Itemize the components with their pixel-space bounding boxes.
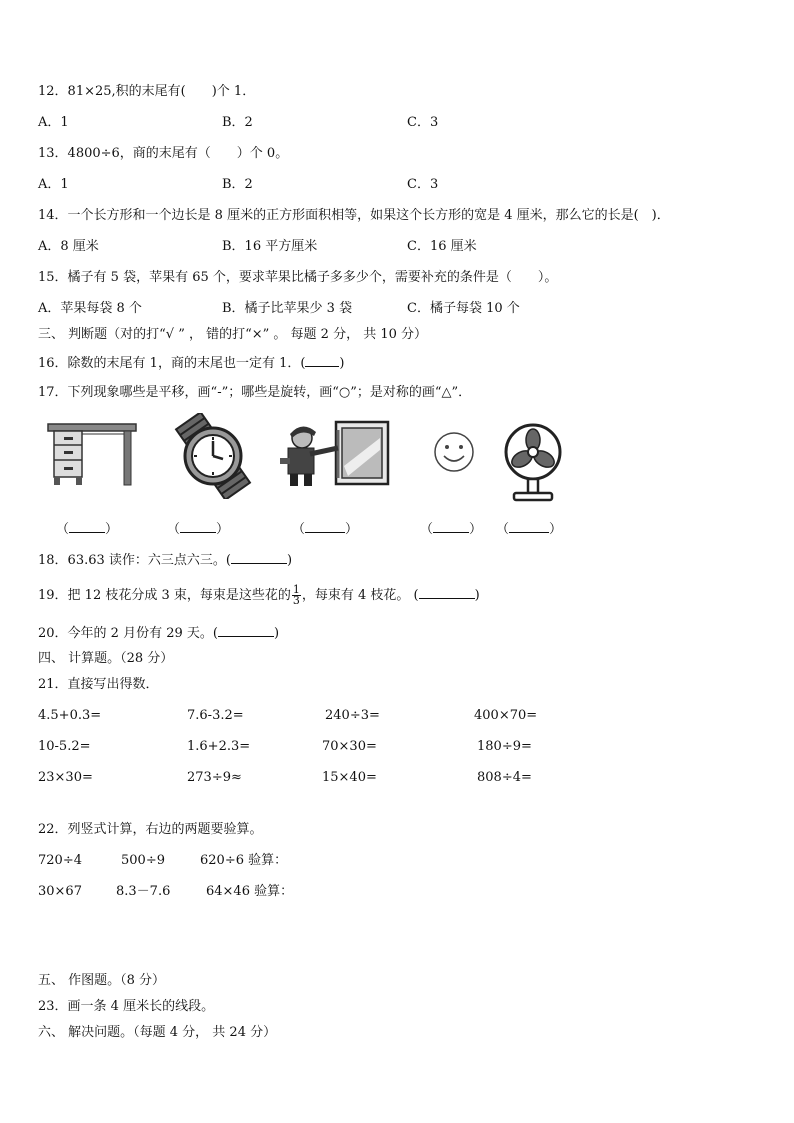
q21-item: 4.5+0.3= — [38, 708, 102, 723]
q21-item: 1.6+2.3= — [187, 739, 251, 754]
q20-close: ) — [273, 626, 280, 641]
q18-answer-blank[interactable] — [231, 551, 287, 564]
q18-text: 18．63.63 读作：六三点六三。( — [38, 553, 231, 568]
q21-item: 808÷4= — [477, 770, 532, 785]
q21-item: 10-5.2= — [38, 739, 91, 754]
q15-option-a[interactable]: A．苹果每袋 8 个 — [38, 301, 142, 316]
q21-item: 7.6-3.2= — [187, 708, 244, 723]
q17-answer-4-blank[interactable] — [433, 520, 469, 533]
q17-answer-1-close: ） — [105, 522, 119, 537]
q20-text: 20．今年的 2 月份有 29 天。( — [38, 626, 218, 641]
q17-answer-1 — [56, 520, 118, 538]
section-4-heading: 四、 计算题。（28 分） — [38, 651, 174, 666]
q21-title: 21．直接写出得数． — [38, 677, 159, 692]
q20-answer-blank[interactable] — [218, 624, 274, 637]
q21-item: 273÷9≈ — [187, 770, 242, 785]
q17-answer-2-open: （ — [167, 522, 181, 537]
boy-pushing-window-icon — [280, 420, 390, 488]
q14-stem: 14．一个长方形和一个边长是 8 厘米的正方形面积相等，如果这个长方形的宽是 4 厘米，那么它的长是( )． — [38, 208, 670, 223]
q17-statement: 17．下列现象哪些是平移，画“-”；哪些是旋转，画“○”；是对称的画“△”． — [38, 385, 472, 400]
q17-answer-2-close: ） — [216, 522, 230, 537]
q21-item: 70×30= — [322, 739, 377, 754]
q22-title: 22．列竖式计算，右边的两题要验算。 — [38, 822, 263, 837]
q17-answer-3-blank[interactable] — [305, 520, 345, 533]
q14-option-c[interactable]: C．16 厘米 — [407, 239, 477, 254]
q13-option-a[interactable]: A．1 — [38, 177, 69, 192]
q17-answer-4-close: ） — [469, 522, 483, 537]
q14-option-a[interactable]: A．8 厘米 — [38, 239, 99, 254]
q12-stem: 12．81×25,积的末尾有( )个 1． — [38, 84, 256, 99]
electric-fan-icon — [500, 422, 566, 502]
q15-option-b[interactable]: B．橘子比苹果少 3 袋 — [222, 301, 353, 316]
q17-answer-1-blank[interactable] — [69, 520, 105, 533]
q19-close: ) — [474, 588, 480, 603]
q15-stem: 15．橘子有 5 袋，苹果有 65 个，要求苹果比橘子多多少个，需要补充的条件是（ ）。 — [38, 270, 558, 285]
section-3-heading: 三、 判断题（对的打“√ ” ， 错的打“×” 。 每题 2 分， 共 10 分） — [38, 327, 428, 342]
q16-close: ) — [339, 356, 345, 371]
q19-fraction-numerator: 1 — [292, 583, 300, 596]
q17-answer-5-blank[interactable] — [509, 520, 549, 533]
q17-answer-3-close: ） — [345, 522, 359, 537]
section-6-heading: 六、 解决问题。（每题 4 分， 共 24 分） — [38, 1025, 277, 1040]
smiley-face-icon — [432, 430, 476, 474]
q19-fraction — [292, 585, 301, 606]
q16-statement — [38, 354, 345, 372]
q12-option-b[interactable]: B．2 — [222, 115, 253, 130]
q17-answer-5 — [496, 520, 562, 538]
q22-item: 620÷6 验算： — [200, 853, 288, 868]
q21-item: 15×40= — [322, 770, 377, 785]
wristwatch-icon — [165, 413, 261, 499]
q17-answer-4-open: （ — [420, 522, 434, 537]
q19-text: 19．把 12 枝花分成 3 束，每束是这些花的 — [38, 588, 291, 603]
q17-answer-4 — [420, 520, 482, 538]
q21-item: 240÷3= — [325, 708, 380, 723]
q16-text: 16．除数的末尾有 1，商的末尾也一定有 1．( — [38, 356, 306, 371]
q18-statement — [38, 551, 292, 569]
q21-item: 23×30= — [38, 770, 93, 785]
q15-option-c[interactable]: C．橘子每袋 10 个 — [407, 301, 520, 316]
q17-answer-3 — [292, 520, 358, 538]
q12-option-c[interactable]: C．3 — [407, 115, 439, 130]
desk-icon — [46, 420, 138, 486]
q13-option-b[interactable]: B．2 — [222, 177, 253, 192]
q14-option-b[interactable]: B．16 平方厘米 — [222, 239, 318, 254]
q17-answer-5-close: ） — [549, 522, 563, 537]
q13-stem: 13．4800÷6，商的末尾有（ ）个 0。 — [38, 146, 289, 161]
q18-close: ) — [286, 553, 293, 568]
q19-fraction-denominator: 3 — [292, 594, 300, 607]
q12-option-a[interactable]: A．1 — [38, 115, 69, 130]
q17-answer-2 — [167, 520, 229, 538]
q16-answer-blank[interactable] — [305, 354, 339, 367]
q19-answer-blank[interactable] — [419, 586, 475, 599]
q22-item: 30×67 — [38, 884, 82, 899]
q22-item: 720÷4 — [38, 853, 82, 868]
q17-answer-5-open: （ — [496, 522, 510, 537]
q23-statement: 23．画一条 4 厘米长的线段。 — [38, 999, 215, 1014]
q21-item: 400×70= — [474, 708, 538, 723]
q19-text-after: ，每束有 4 枝花。 ( — [301, 588, 419, 603]
q22-item: 8.3－7.6 — [116, 884, 171, 899]
q22-item: 500÷9 — [121, 853, 165, 868]
q17-answer-1-open: （ — [56, 522, 70, 537]
q20-statement — [38, 624, 279, 642]
q19-statement — [38, 582, 480, 610]
q21-item: 180÷9= — [477, 739, 532, 754]
q13-option-c[interactable]: C．3 — [407, 177, 439, 192]
q17-answer-3-open: （ — [292, 522, 306, 537]
q22-item: 64×46 验算： — [206, 884, 294, 899]
section-5-heading: 五、 作图题。（8 分） — [38, 973, 166, 988]
q17-answer-2-blank[interactable] — [180, 520, 216, 533]
